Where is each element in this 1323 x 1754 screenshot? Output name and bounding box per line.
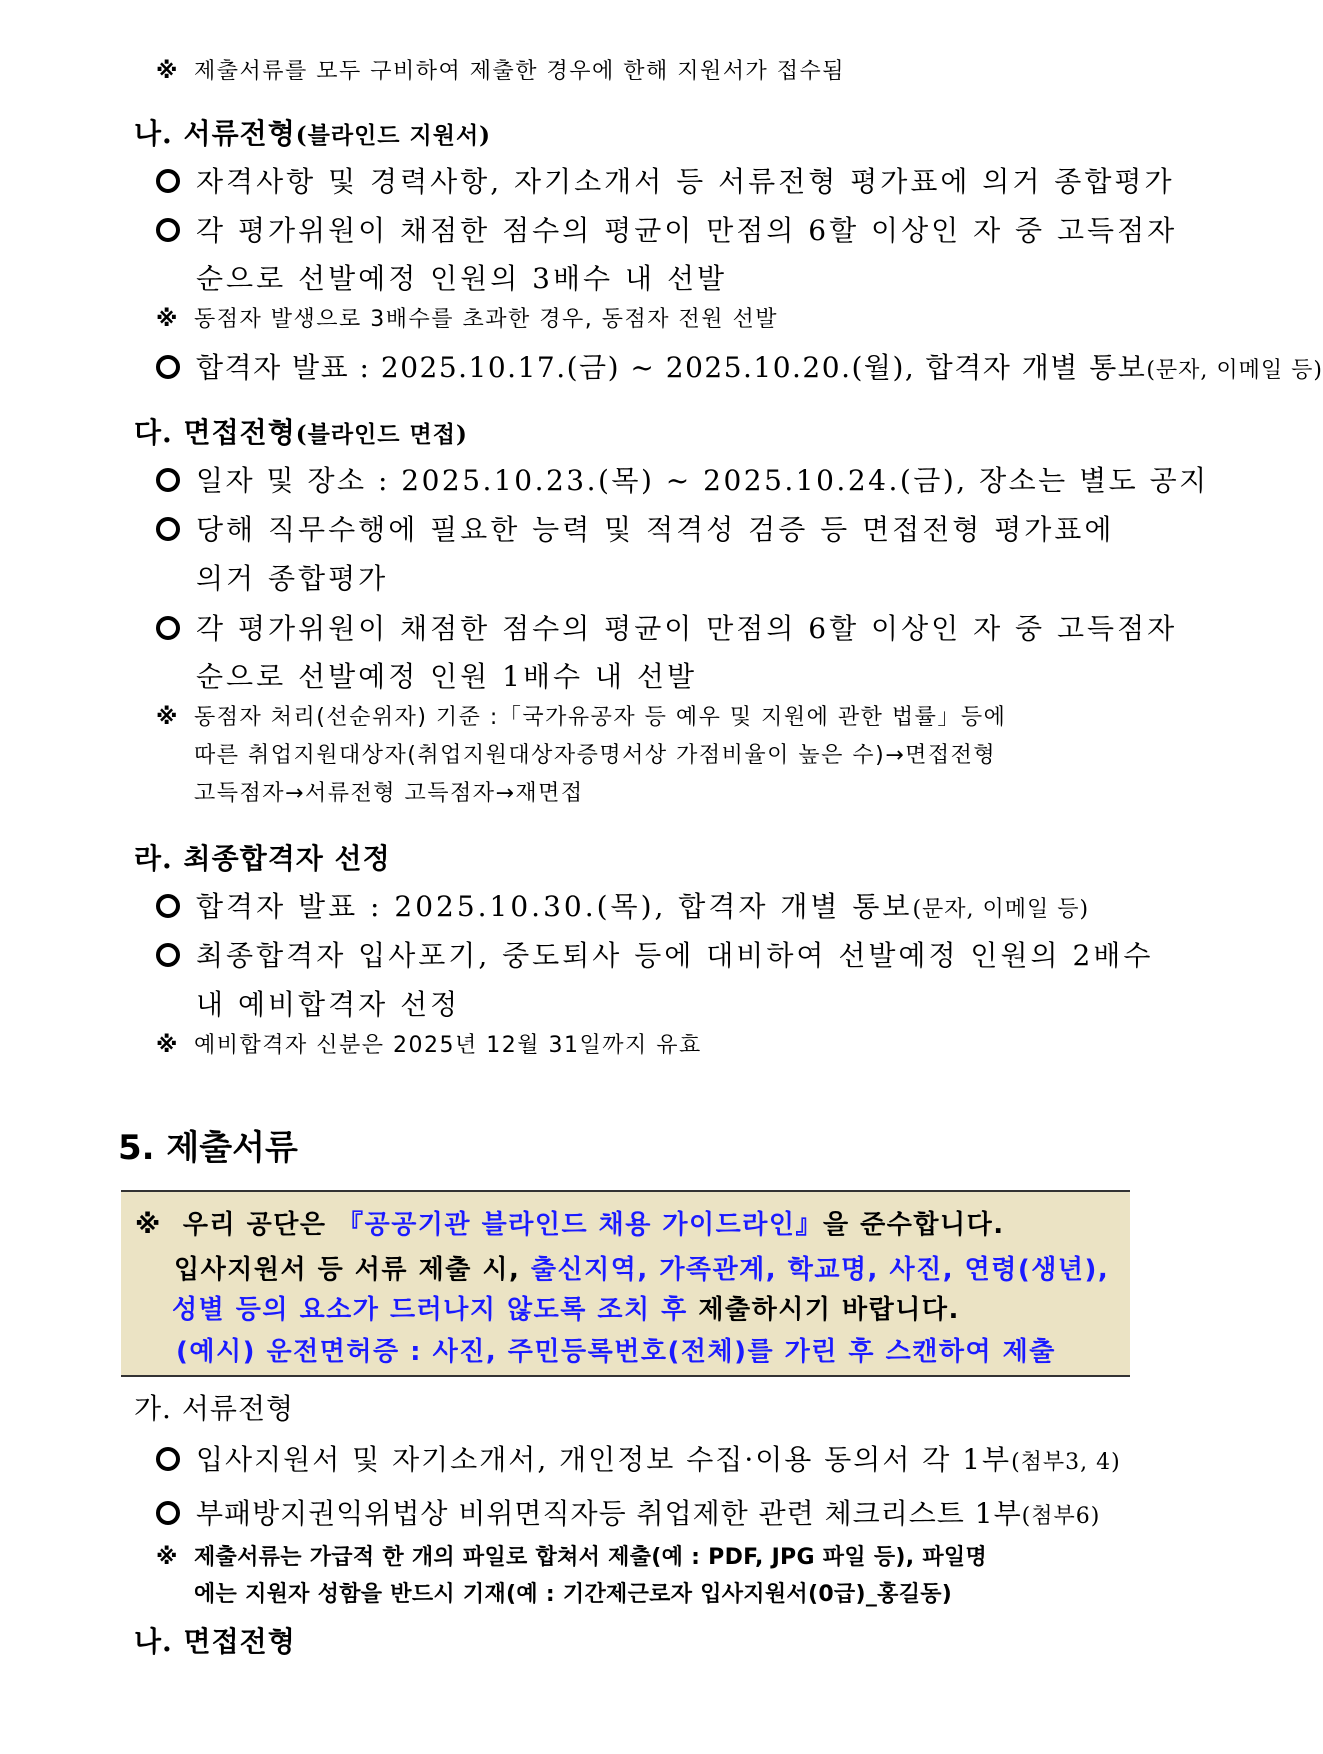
guide-line-1: ※ 우리 공단은 『공공기관 블라인드 채용 가이드라인』을 준수합니다. [135,1210,1005,1240]
note: ※ 예비합격자 신분은 2025년 12월 31일까지 유효 [156,1033,702,1058]
section-title-ra: 라. 최종합격자 선정 [134,842,391,875]
bullet-item: 최종합격자 입사포기, 중도퇴사 등에 대비하여 선발예정 인원의 2배수 [196,934,1153,974]
circle-bullet-icon [156,218,180,242]
section-title-ga: 가. 서류전형 [134,1392,295,1425]
section-title-da: 다. 면접전형(블라인드 면접) [134,416,468,449]
circle-bullet-icon [156,1501,180,1525]
guide-line-4: (예시) 운전면허증 : 사진, 주민등록번호(전체)를 가린 후 스캔하여 제출 [176,1337,1056,1367]
bullet-item: 각 평가위원이 채점한 점수의 평균이 만점의 6할 이상인 자 중 고득점자 [196,209,1177,249]
guide-line-3: 성별 등의 요소가 드러나지 않도록 조치 후 제출하시기 바랍니다. [172,1295,960,1325]
note-mark: ※ [156,59,179,84]
blind-guideline-box [121,1190,1130,1377]
bullet-item: 합격자 발표 : 2025.10.30.(목), 합격자 개별 통보(문자, 이메일 등) [196,885,1089,925]
guide-line-2: 입사지원서 등 서류 제출 시, 출신지역, 가족관계, 학교명, 사진, 연령(생년), [174,1255,1110,1285]
bullet-continuation: 내 예비합격자 선정 [196,988,461,1021]
note-continuation: 고득점자→서류전형 고득점자→재면접 [194,781,584,806]
section-heading-5: 5. 제출서류 [118,1128,298,1168]
note: ※ 제출서류는 가급적 한 개의 파일로 합쳐서 제출(예 : PDF, JPG 파일 등), 파일명 [156,1545,988,1570]
section-title-na: 나. 서류전형(블라인드 지원서) [134,117,492,150]
bullet-item: 각 평가위원이 채점한 점수의 평균이 만점의 6할 이상인 자 중 고득점자 [196,607,1177,647]
section-title-na-interview: 나. 면접전형 [134,1625,296,1658]
note-text: 제출서류를 모두 구비하여 제출한 경우에 한해 지원서가 접수됨 [194,59,846,84]
bullet-continuation: 순으로 선발예정 인원 1배수 내 선발 [196,660,697,693]
bullet-item: 입사지원서 및 자기소개서, 개인정보 수집·이용 동의서 각 1부(첨부3, 4) [196,1438,1121,1478]
top-note [156,54,846,90]
note-continuation: 따른 취업지원대상자(취업지원대상자증명서상 가점비율이 높은 수)→면접전형 [194,743,997,768]
bullet-continuation: 의거 종합평가 [196,562,389,595]
bullet-item: 일자 및 장소 : 2025.10.23.(목) ~ 2025.10.24.(금), 장소는 별도 공지 [196,459,1209,499]
circle-bullet-icon [156,169,180,193]
bullet-continuation: 순으로 선발예정 인원의 3배수 내 선발 [196,262,728,295]
circle-bullet-icon [156,1447,180,1471]
bullet-item: 부패방지권익위법상 비위면직자등 취업제한 관련 체크리스트 1부(첨부6) [196,1492,1100,1532]
circle-bullet-icon [156,894,180,918]
bullet-item: 합격자 발표 : 2025.10.17.(금) ~ 2025.10.20.(월), 합격자 개별 통보(문자, 이메일 등) [196,346,1323,386]
bullet-item: 자격사항 및 경력사항, 자기소개서 등 서류전형 평가표에 의거 종합평가 [196,160,1175,200]
circle-bullet-icon [156,943,180,967]
circle-bullet-icon [156,468,180,492]
note: ※ 동점자 발생으로 3배수를 초과한 경우, 동점자 전원 선발 [156,307,778,332]
note-continuation: 에는 지원자 성함을 반드시 기재(예 : 기간제근로자 입사지원서(0급)_홍길동) [194,1582,953,1607]
circle-bullet-icon [156,355,180,379]
bullet-item: 당해 직무수행에 필요한 능력 및 적격성 검증 등 면접전형 평가표에 [196,508,1114,548]
note: ※ 동점자 처리(선순위자) 기준 :「국가유공자 등 예우 및 지원에 관한 법률」등에 [156,705,1007,730]
circle-bullet-icon [156,517,180,541]
circle-bullet-icon [156,616,180,640]
